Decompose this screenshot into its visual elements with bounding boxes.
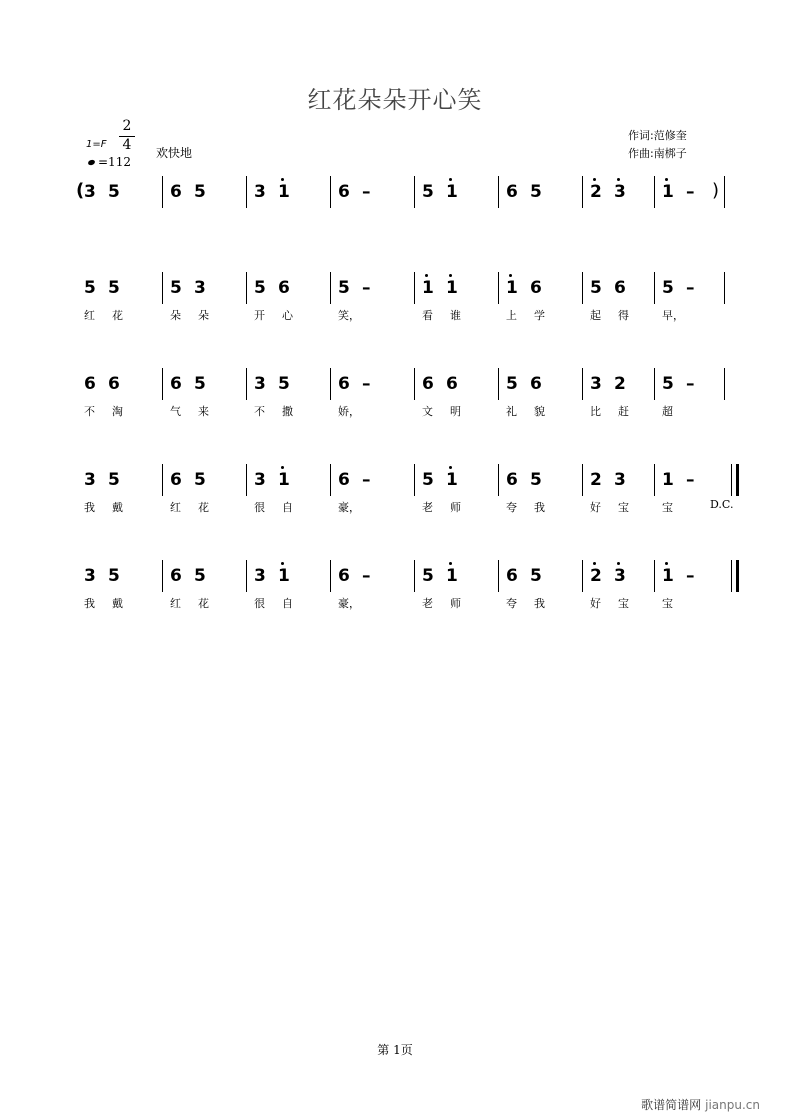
quarter-note-icon	[87, 159, 95, 166]
watermark	[641, 1096, 760, 1113]
note: 5	[278, 374, 290, 394]
intro-open-paren: (	[76, 180, 85, 201]
measure-lyrics	[254, 595, 310, 611]
measure-notes	[338, 566, 386, 586]
lyric-syllable: 宝	[662, 597, 673, 610]
lyric-syllable: 红	[170, 597, 181, 610]
key-signature: 1=F	[86, 139, 107, 150]
lyric-syllable: 比	[590, 405, 601, 418]
note: 3	[254, 374, 266, 394]
lyric-syllable: 豪，	[338, 597, 360, 610]
barline	[162, 560, 163, 592]
lyric-syllable: 红	[84, 309, 95, 322]
note: –	[686, 566, 695, 586]
note: 5	[194, 470, 206, 490]
lyric-syllable: 开	[254, 309, 265, 322]
measure-notes	[338, 278, 386, 298]
lyric-syllable: 戴	[112, 501, 123, 514]
note: 3	[84, 470, 96, 490]
note: 2	[614, 374, 626, 394]
measure-notes	[338, 182, 386, 202]
note: 6	[338, 182, 350, 202]
lyric-syllable: 夸	[506, 597, 517, 610]
note: 5	[108, 182, 120, 202]
lyric-syllable: 夸	[506, 501, 517, 514]
measure-notes	[662, 182, 710, 202]
note: 2	[590, 566, 614, 586]
note: 3	[590, 374, 602, 394]
high-octave-dot	[665, 562, 668, 565]
note: 6	[108, 374, 120, 394]
note: 2	[590, 182, 614, 202]
note: 5	[108, 278, 120, 298]
lyric-syllable: 早，	[662, 309, 684, 322]
barline	[414, 368, 415, 400]
lyric-syllable: 得	[618, 309, 629, 322]
end-barline	[731, 464, 732, 496]
note: 6	[506, 566, 518, 586]
measure-notes	[84, 182, 132, 202]
expression-marking: 欢快地	[156, 146, 193, 160]
note: 5	[84, 278, 96, 298]
lyric-syllable: 花	[198, 597, 209, 610]
score-system	[0, 180, 790, 250]
tempo-marking	[88, 155, 131, 169]
note: 1	[422, 278, 446, 298]
measure-notes	[84, 278, 132, 298]
measure-notes	[84, 374, 132, 394]
note: 6	[530, 278, 542, 298]
lyric-syllable: 我	[84, 501, 95, 514]
note: 5	[530, 566, 542, 586]
measure-notes	[590, 278, 638, 298]
measure-lyrics	[170, 403, 226, 419]
barline	[498, 464, 499, 496]
lyric-syllable: 气	[170, 405, 181, 418]
measure-lyrics	[662, 307, 718, 323]
lyric-syllable: 宝	[618, 597, 629, 610]
lyric-syllable: 红	[170, 501, 181, 514]
barline	[330, 368, 331, 400]
barline	[582, 176, 583, 208]
lyric-syllable: 我	[534, 501, 545, 514]
barline	[330, 176, 331, 208]
note: 5	[254, 278, 266, 298]
note: 3	[254, 566, 266, 586]
watermark-en: jianpu.cn	[705, 1098, 760, 1112]
end-barline	[724, 176, 725, 208]
song-title: 红花朵朵开心笑	[307, 86, 483, 114]
note: 3	[84, 566, 96, 586]
lyric-syllable: 超	[662, 405, 673, 418]
note: –	[362, 566, 371, 586]
measure-lyrics	[506, 499, 562, 515]
note: 6	[506, 182, 518, 202]
measure-lyrics	[422, 403, 478, 419]
note: 6	[614, 278, 626, 298]
measure-notes	[422, 566, 470, 586]
note: 6	[278, 278, 290, 298]
note: 6	[338, 470, 350, 490]
end-barline	[724, 272, 725, 304]
note: 6	[170, 470, 182, 490]
measure-notes	[422, 470, 470, 490]
barline	[654, 272, 655, 304]
note: 6	[338, 566, 350, 586]
barline	[330, 272, 331, 304]
note: 6	[446, 374, 458, 394]
high-octave-dot	[617, 562, 620, 565]
lyric-syllable: 不	[84, 405, 95, 418]
barline	[414, 176, 415, 208]
barline	[246, 464, 247, 496]
barline	[414, 464, 415, 496]
measure-lyrics	[254, 403, 310, 419]
note: 5	[662, 374, 674, 394]
time-signature-bottom: 4	[122, 137, 132, 153]
measure-lyrics	[254, 307, 310, 323]
lyric-syllable: 娇，	[338, 405, 360, 418]
barline	[246, 176, 247, 208]
measure-lyrics	[590, 307, 646, 323]
measure-lyrics	[506, 403, 562, 419]
lyric-syllable: 自	[282, 501, 293, 514]
measure-lyrics	[84, 307, 140, 323]
lyric-syllable: 宝	[662, 501, 673, 514]
measure-lyrics	[170, 307, 226, 323]
barline	[414, 272, 415, 304]
high-octave-dot	[281, 466, 284, 469]
score-system	[0, 372, 790, 442]
measure-notes	[170, 374, 218, 394]
final-barline	[736, 464, 739, 496]
high-octave-dot	[449, 466, 452, 469]
note: 6	[530, 374, 542, 394]
lyric-syllable: 来	[198, 405, 209, 418]
barline	[246, 560, 247, 592]
measure-lyrics	[84, 499, 140, 515]
measure-lyrics	[170, 499, 226, 515]
high-octave-dot	[593, 562, 596, 565]
barline	[582, 368, 583, 400]
high-octave-dot	[281, 562, 284, 565]
measure-notes	[590, 182, 638, 202]
note: 5	[108, 566, 120, 586]
lyric-syllable: 心	[282, 309, 293, 322]
measure-lyrics	[84, 595, 140, 611]
high-octave-dot	[425, 274, 428, 277]
measure-lyrics	[590, 499, 646, 515]
high-octave-dot	[509, 274, 512, 277]
note: 5	[338, 278, 350, 298]
barline	[246, 368, 247, 400]
note: 5	[170, 278, 182, 298]
time-signature-top: 2	[122, 118, 132, 134]
note: 1	[278, 182, 302, 202]
lyric-syllable: 好	[590, 597, 601, 610]
note: –	[686, 278, 695, 298]
note: 1	[662, 566, 686, 586]
note: –	[362, 182, 371, 202]
barline	[162, 272, 163, 304]
da-capo-marking: D.C.	[710, 498, 734, 511]
note: 5	[108, 470, 120, 490]
note: 1	[278, 566, 302, 586]
lyric-syllable: 撒	[282, 405, 293, 418]
score-system	[0, 276, 790, 346]
barline	[654, 560, 655, 592]
note: 5	[590, 278, 602, 298]
measure-lyrics	[506, 307, 562, 323]
watermark-cn: 歌谱简谱网	[641, 1098, 702, 1112]
intro-close-paren: )	[712, 180, 720, 201]
measure-notes	[506, 278, 554, 298]
lyric-syllable: 戴	[112, 597, 123, 610]
measure-notes	[254, 182, 302, 202]
barline	[582, 464, 583, 496]
high-octave-dot	[449, 274, 452, 277]
note: 2	[590, 470, 602, 490]
lyric-syllable: 朵	[198, 309, 209, 322]
measure-notes	[422, 374, 470, 394]
lyric-syllable: 不	[254, 405, 265, 418]
measure-notes	[84, 566, 132, 586]
score-system	[0, 468, 790, 538]
note: –	[362, 470, 371, 490]
note: –	[362, 278, 371, 298]
note: 6	[84, 374, 96, 394]
measure-lyrics	[338, 307, 394, 323]
measure-lyrics	[590, 595, 646, 611]
note: 1	[446, 470, 470, 490]
page-number: 第 1页	[377, 1043, 413, 1057]
lyric-syllable: 起	[590, 309, 601, 322]
barline	[498, 272, 499, 304]
lyric-syllable: 貌	[534, 405, 545, 418]
lyric-syllable: 我	[84, 597, 95, 610]
measure-lyrics	[422, 595, 478, 611]
note: 3	[614, 182, 638, 202]
note: 5	[194, 566, 206, 586]
lyric-syllable: 花	[112, 309, 123, 322]
measure-lyrics	[254, 499, 310, 515]
lyric-syllable: 淘	[112, 405, 123, 418]
measure-notes	[506, 566, 554, 586]
lyric-syllable: 赶	[618, 405, 629, 418]
note: 6	[422, 374, 434, 394]
barline	[498, 368, 499, 400]
note: 3	[254, 470, 266, 490]
measure-lyrics	[662, 403, 718, 419]
note: 6	[170, 182, 182, 202]
measure-notes	[662, 278, 710, 298]
measure-lyrics	[170, 595, 226, 611]
measure-notes	[170, 278, 218, 298]
barline	[414, 560, 415, 592]
measure-notes	[170, 566, 218, 586]
note: 5	[530, 182, 542, 202]
high-octave-dot	[617, 178, 620, 181]
final-barline	[736, 560, 739, 592]
barline	[330, 560, 331, 592]
barline	[582, 560, 583, 592]
high-octave-dot	[593, 178, 596, 181]
lyricist-credit: 作词:范修奎	[628, 129, 687, 142]
measure-notes	[662, 566, 710, 586]
lyric-syllable: 花	[198, 501, 209, 514]
lyric-syllable: 明	[450, 405, 461, 418]
note: 6	[170, 566, 182, 586]
tempo-value: =112	[98, 155, 131, 169]
measure-lyrics	[338, 403, 394, 419]
lyric-syllable: 看	[422, 309, 433, 322]
lyric-syllable: 学	[534, 309, 545, 322]
note: 5	[662, 278, 674, 298]
lyric-syllable: 笑，	[338, 309, 360, 322]
note: –	[362, 374, 371, 394]
lyric-syllable: 好	[590, 501, 601, 514]
note: 3	[614, 470, 626, 490]
measure-notes	[422, 278, 470, 298]
measure-notes	[170, 470, 218, 490]
end-barline	[724, 368, 725, 400]
note: –	[686, 182, 695, 202]
note: 1	[662, 470, 674, 490]
barline	[654, 464, 655, 496]
lyric-syllable: 很	[254, 597, 265, 610]
note: 1	[278, 470, 302, 490]
measure-lyrics	[338, 499, 394, 515]
end-barline	[731, 560, 732, 592]
lyric-syllable: 师	[450, 501, 461, 514]
note: 5	[506, 374, 518, 394]
barline	[654, 176, 655, 208]
lyric-syllable: 朵	[170, 309, 181, 322]
lyric-syllable: 文	[422, 405, 433, 418]
measure-notes	[254, 278, 302, 298]
note: 5	[194, 182, 206, 202]
lyric-syllable: 自	[282, 597, 293, 610]
lyric-syllable: 谁	[450, 309, 461, 322]
measure-notes	[254, 470, 302, 490]
measure-notes	[254, 566, 302, 586]
measure-lyrics	[662, 595, 718, 611]
note: 6	[506, 470, 518, 490]
note: –	[686, 374, 695, 394]
barline	[162, 464, 163, 496]
barline	[582, 272, 583, 304]
lyric-syllable: 宝	[618, 501, 629, 514]
lyric-syllable: 上	[506, 309, 517, 322]
measure-lyrics	[590, 403, 646, 419]
lyric-syllable: 豪，	[338, 501, 360, 514]
note: 5	[422, 470, 434, 490]
high-octave-dot	[281, 178, 284, 181]
barline	[498, 176, 499, 208]
measure-notes	[422, 182, 470, 202]
composer-credit: 作曲:南梆子	[628, 147, 687, 160]
high-octave-dot	[449, 562, 452, 565]
lyric-syllable: 老	[422, 597, 433, 610]
note: 6	[170, 374, 182, 394]
measure-lyrics	[422, 499, 478, 515]
lyric-syllable: 很	[254, 501, 265, 514]
note: 5	[530, 470, 542, 490]
measure-notes	[662, 470, 710, 490]
note: 6	[338, 374, 350, 394]
note: 3	[84, 182, 96, 202]
barline	[162, 368, 163, 400]
measure-lyrics	[84, 403, 140, 419]
note: 5	[422, 182, 434, 202]
measure-notes	[506, 374, 554, 394]
barline	[498, 560, 499, 592]
measure-notes	[254, 374, 302, 394]
lyric-syllable: 我	[534, 597, 545, 610]
measure-lyrics	[338, 595, 394, 611]
note: 3	[254, 182, 266, 202]
note: 3	[614, 566, 638, 586]
note: 3	[194, 278, 206, 298]
barline	[330, 464, 331, 496]
barline	[162, 176, 163, 208]
measure-notes	[590, 566, 638, 586]
measure-notes	[662, 374, 710, 394]
measure-lyrics	[422, 307, 478, 323]
note: 1	[446, 278, 470, 298]
lyric-syllable: 礼	[506, 405, 517, 418]
note: 1	[446, 566, 470, 586]
measure-notes	[506, 182, 554, 202]
measure-notes	[590, 470, 638, 490]
measure-notes	[84, 470, 132, 490]
measure-lyrics	[506, 595, 562, 611]
note: 1	[446, 182, 470, 202]
measure-notes	[506, 470, 554, 490]
note: –	[686, 470, 695, 490]
measure-notes	[170, 182, 218, 202]
note: 1	[506, 278, 530, 298]
high-octave-dot	[665, 178, 668, 181]
note: 5	[194, 374, 206, 394]
high-octave-dot	[449, 178, 452, 181]
lyric-syllable: 老	[422, 501, 433, 514]
credits	[628, 127, 687, 163]
barline	[654, 368, 655, 400]
measure-notes	[590, 374, 638, 394]
note: 5	[422, 566, 434, 586]
lyric-syllable: 师	[450, 597, 461, 610]
measure-notes	[338, 374, 386, 394]
barline	[246, 272, 247, 304]
measure-notes	[338, 470, 386, 490]
score-system	[0, 564, 790, 634]
note: 1	[662, 182, 686, 202]
